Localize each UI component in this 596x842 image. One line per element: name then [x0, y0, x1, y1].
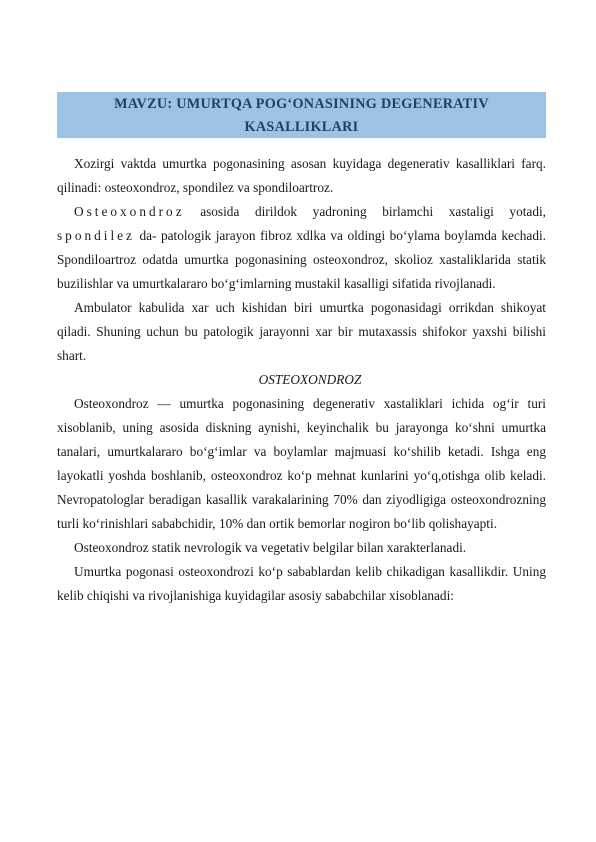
topic-title-line-1: MAVZU: UMURTQA POG‘ONASINING DEGENERATIV — [114, 96, 489, 112]
term-osteoxondroz: Osteoxondroz — [74, 204, 185, 219]
topic-title-line-2: KASALLIKLARI — [244, 119, 359, 135]
paragraph-definitions — [57, 200, 546, 296]
paragraph-osteoxondroz: Osteoxondroz — umurtka pogonasining degenerativ xastaliklari ichida og‘ir turi xisoblanib, uning asosida diskning aynishi, keyinchalik bu jarayonga ko‘shni umurtka tanalari, umurtkalararo bo‘g‘imlar va boylamlar majmuasi ko‘shilib ketadi. Ishga eng layokatli yoshda boshlanib, osteoxondroz ko‘p mehnat kunlarini yo‘q,otishga olib keladi. Nevropatologlar beradigan kasallik varakalarining 70% dan ziyodligiga osteoxondrozning turli ko‘rinishlari sababchidir, 10% dan ortik bemorlar nogiron bo‘lib qolishayapti. — [57, 396, 546, 531]
definition-text-2: da- patologik jarayon fibroz xdlka va oldingi bo‘ylama boylamda kechadi. Spondiloartroz odatda umurtka pogonasining osteoxondroz, skolioz xastaliklarida statik buzilishlar va umurtkalararo bo‘g‘imlarning mustakil kasalligi sifatida rivojlanadi. — [57, 228, 546, 291]
paragraph-symptoms: Osteoxondroz statik nevrologik va vegetativ belgilar bilan xarakterlanadi. — [74, 540, 467, 555]
section-title: OSTEOXONDROZ — [258, 372, 362, 387]
document-body — [57, 152, 546, 608]
topic-title-banner — [57, 92, 546, 138]
definition-text-1: asosida dirildok yadroning birlamchi xastaligi yotadi, — [184, 204, 546, 219]
paragraph-intro: Xozirgi vaktda umurtka pogonasining asosan kuyidaga degenerativ kasalliklari farq. qilinadi: osteoxondroz, spondilez va spondiloartroz. — [57, 156, 546, 195]
term-spondilez: spondilez — [57, 228, 135, 243]
paragraph-causes: Umurtka pogonasi osteoxondrozi ko‘p sabablardan kelib chikadigan kasallikdir. Uning kelib chiqishi va rivojlanishiga kuyidagilar asosiy sababchilar xisoblanadi: — [57, 564, 546, 603]
paragraph-ambulator: Ambulator kabulida xar uch kishidan biri umurtka pogonasidagi orrikdan shikoyat qiladi. Shuning uchun bu patologik jarayonni xar bir mutaxassis shifokor yaxshi bilishi shart. — [57, 300, 546, 363]
